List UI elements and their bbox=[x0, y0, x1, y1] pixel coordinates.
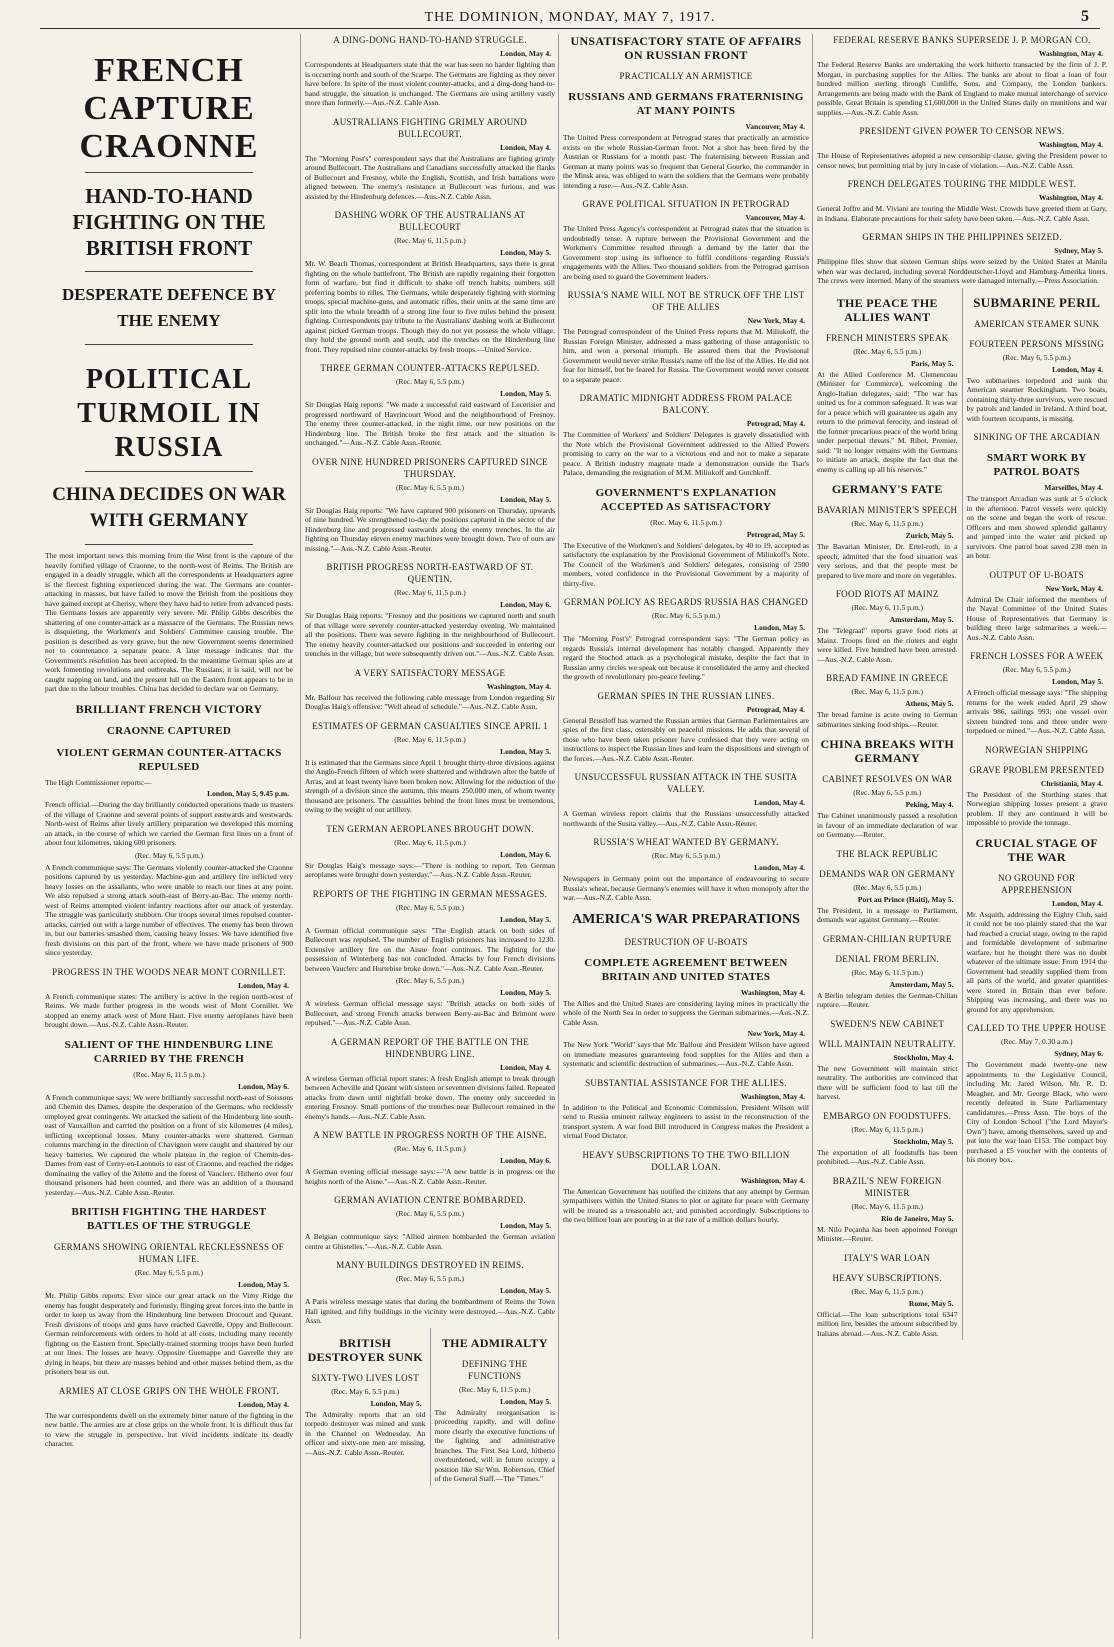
headline-desperate-defence: DESPERATE DEFENCE BY THE ENEMY bbox=[61, 285, 277, 330]
dateline: New York, May 4. bbox=[747, 1029, 805, 1038]
headline-violent-counter-attacks: VIOLENT GERMAN COUNTER-ATTACKS REPULSED bbox=[56, 746, 282, 773]
headline-buildings-reims: MANY BUILDINGS DESTROYED IN REIMS. bbox=[336, 1260, 524, 1270]
dateline: London, May 5. bbox=[754, 623, 805, 632]
received-time: (Rec. May 6, 11.5 p.m.) bbox=[851, 687, 924, 696]
article-text: Correspondents at Headquarters state that the war has seen no harder fighting than is occurring north and south of the Scarpe. The Germans are fighting as they never have before. In spite of the most violent counter-attacks, and a ding-dong hand-to-hand struggle, the situation is unchanged. The Germans are using artillery vastly more than formerly.—Aus.-N.Z. Cable Assn. bbox=[305, 60, 555, 107]
headline-neutrality: WILL MAINTAIN NEUTRALITY. bbox=[818, 1038, 956, 1049]
dateline: New York, May 4. bbox=[747, 316, 805, 325]
headline-berlin-denial: DENIAL FROM BERLIN. bbox=[835, 953, 940, 964]
headline-peace-allies: THE PEACE THE ALLIES WANT bbox=[836, 295, 938, 324]
received-time: (Rec. May 6, 5.5 p.m.) bbox=[853, 346, 922, 356]
headline-german-spies: GERMAN SPIES IN THE RUSSIAN LINES. bbox=[597, 690, 775, 701]
dateline: London, May 5. bbox=[500, 1286, 551, 1295]
divider bbox=[85, 271, 253, 272]
headline-china-breaks: CHINA BREAKS WITH GERMANY bbox=[820, 737, 955, 765]
article-text: A French official message says: "The shipping returns for the week ended April 29 show arrivals 986, sailings 993; one vessel over sixteen hundred tons and three under were torpedoed or mined."—Aus.-N.Z. Cable Assn. bbox=[966, 688, 1107, 735]
received-time: (Rec. May 6, 5.5 p.m.) bbox=[395, 377, 465, 386]
masthead-title: THE DOMINION, MONDAY, MAY 7, 1917. bbox=[424, 10, 716, 25]
article-text: The transport Arcadian was sunk at 5 o'clock in the afternoon. Patrol vessels were quickly on the scene and began the work of rescue. Officers and men showed splendid gallantry and jumped into the water and picked up survivors. One patrol boat saved 238 men in an hour. bbox=[966, 494, 1107, 560]
received-time: (Rec. May 6, 5.5 p.m.) bbox=[134, 1268, 204, 1277]
headline-defining-functions: DEFINING THE FUNCTIONS bbox=[461, 1358, 528, 1381]
dateline: London, May 5. bbox=[500, 389, 551, 398]
dateline: London, May 5. bbox=[500, 494, 551, 504]
received-time: (Rec. May 6, 11.5 p.m.) bbox=[394, 1144, 466, 1153]
article-text: Sir Douglas Haig reports: "Fresnoy and the positions we captured north and south of that village were severely counter-attacked yesterday evening. We maintained all the positions. There was severe fighting in the neighbourhood of Bullecourt. The enemy heavily counter-attacked our positions and succeeded in entering our trenches in the village, but were subsequently driven out."—Aus.-N.Z. Cable Assn. bbox=[305, 611, 555, 658]
column-1 bbox=[45, 34, 293, 1639]
headline-mainz-riots: FOOD RIOTS AT MAINZ bbox=[835, 589, 939, 599]
headline-hand-to-hand: HAND-TO-HAND FIGHTING ON THE BRITISH FRONT bbox=[72, 184, 266, 260]
headline-upper-house: CALLED TO THE UPPER HOUSE bbox=[967, 1023, 1107, 1033]
article-text: The New York "World" says that Mr. Balfour and President Wilson have agreed on immediate measures guaranteeing food supplies for the Allies and then a systematic and scientific destruction of submarines.—Aus.-N.Z. Cable Assn. bbox=[563, 1040, 809, 1068]
column-3 bbox=[558, 34, 809, 1639]
dateline: London, May 5. bbox=[500, 1396, 551, 1406]
article-text: The House of Representatives adopted a new censorship clause, giving the President power to censor news, but permitting trial by jury in case of violation.—Aus.-N.Z. Cable Assn. bbox=[817, 151, 1107, 170]
article-text: Mr. Balfour has received the following cable message from London regarding Sir Douglas Haig's offensive: "Well ahead of schedule."—Aus.-N.Z. Cable Assn. bbox=[305, 692, 555, 711]
article-text: A German evening official message says:—"A new battle is in progress on the heights north of the Aisne."—Aus.-N.Z. Cable Assn.-Reuter. bbox=[305, 1167, 555, 1186]
dateline: London, May 6. bbox=[500, 600, 551, 609]
dateline: Rome, May 5. bbox=[908, 1298, 954, 1308]
headline-censor-news: PRESIDENT GIVEN POWER TO CENSOR NEWS. bbox=[859, 126, 1065, 136]
headline-aviation-centre: GERMAN AVIATION CENTRE BOMBARDED. bbox=[334, 1195, 526, 1205]
headline-arcadian: SINKING OF THE ARCADIAN bbox=[973, 432, 1100, 442]
article-text: The Committee of Workers' and Soldiers' Delegates is gravely dissatisfied with the Note which the Provisional Government addressed to the Allied Powers promising to carry on the war to a victorious end and not to make a separate peace. A British industry magnate made a demonstration outside the Tsar's Palace, demanding the resignation of M.M. Miliukoff and Gutchkoff. bbox=[563, 430, 809, 477]
headline-british-fighting: BRITISH FIGHTING THE HARDEST BATTLES OF THE STRUGGLE bbox=[71, 1206, 267, 1232]
headline-salient: SALIENT OF THE HINDENBURG LINE CARRIED BY THE FRENCH bbox=[64, 1038, 274, 1065]
article-text: The exportation of all foodstuffs has been prohibited.—Aus.-N.Z. Cable Assn. bbox=[817, 1147, 958, 1166]
dateline: Petrograd, May 4. bbox=[746, 419, 805, 428]
received-time: (Rec. May 6, 5.5 p.m.) bbox=[651, 611, 721, 620]
dateline: Marseilles, May 4. bbox=[1044, 483, 1103, 492]
headline-china-war: CHINA DECIDES ON WAR WITH GERMANY bbox=[52, 484, 286, 531]
headline-explanation-accepted: GOVERNMENT'S EXPLANATION ACCEPTED AS SATISFACTORY bbox=[595, 486, 777, 513]
headline-american-steamer: AMERICAN STEAMER SUNK bbox=[974, 318, 1100, 329]
lower-split bbox=[817, 288, 1107, 1341]
headline-close-grips: ARMIES AT CLOSE GRIPS ON THE WHOLE FRONT. bbox=[58, 1385, 280, 1396]
dateline: Washington, May 4. bbox=[486, 681, 551, 691]
headline-ten-aeroplanes: TEN GERMAN AEROPLANES BROUGHT DOWN. bbox=[326, 823, 534, 834]
headline-french-capture: FRENCH CAPTURE CRAONNE bbox=[79, 52, 259, 165]
received-time: (Rec. May 6, 11.5 p.m.) bbox=[394, 588, 466, 597]
received-time: (Rec. May 6, 5.5 p.m.) bbox=[331, 1386, 400, 1396]
dateline: London, May 5. bbox=[500, 988, 551, 997]
article-text: Sir Douglas Haig reports: "We made a successful raid eastward of Lecerisier and progressed northward of Havrincourt Wood and the neighbourhood of Fresnoy. The enemy three counter-attacked, in the night time, our new positions on the Hindenburg line. The British broke the first attack and the situation is unchanged."—Aus.-N.Z. Cable Assn.-Reuter. bbox=[305, 400, 555, 447]
article-text: The Executive of the Workmen's and Soldiers' delegates, by 40 to 19, accepted as satisfactory the explanation by the Provisional Government of Miliukoff's Note. The Council of the Workmen's and Soldiers' delegates, consisting of 2500 members, voted confidence in the Provisional Government by a majority of thirty-five. bbox=[563, 540, 809, 588]
article-text: It is estimated that the Germans since April 1 brought thirty-three divisions against the Anglo-French fifteen of which were shattered and withdrawn after the battle of Arras, and at least twenty have been broken now. Allowing for the reduction of the strength of a division since the autumn, this means 250,000 men, of whom twenty thousand are prisoners. The casualties behind the front lines must be tremendous, owing to the weight of our artillery. bbox=[305, 757, 555, 814]
dateline: Stockholm, May 5. bbox=[893, 1136, 954, 1146]
article-text: In addition to the Political and Economic Commission, President Wilson will send to Russia eminent railway engineers to assist in the reconstruction of the transport system. A war food Bill introduced in Congress makes the President a virtual Food Dictator. bbox=[563, 1102, 809, 1140]
headline-australians-grimly: AUSTRALIANS FIGHTING GRIMLY AROUND BULLECOURT. bbox=[332, 116, 528, 139]
article-text: The United Press correspondent at Petrograd states that practically an armistice exists on the whole Russian-German front. Not a shot has been fired by the Austrian or Russians for a month past. The fraternising between Russian and German at many points was so frequent that General Gourko, the commander in the Minsk area, was obliged to warn the soldiers that the Germans were probably intending a ruse.—Aus.-N.Z. Cable Assn. bbox=[563, 133, 809, 190]
received-time: (Rec. May 6, 11.5 p.m.) bbox=[851, 1201, 924, 1211]
headline-dashing-work: DASHING WORK OF THE AUSTRALIANS AT BULLECOURT bbox=[334, 210, 526, 232]
headline-german-messages: REPORTS OF THE FIGHTING IN GERMAN MESSAGES. bbox=[312, 888, 548, 899]
dateline: Christiania, May 4. bbox=[1040, 778, 1103, 788]
dateline: London, May 6. bbox=[238, 1081, 289, 1091]
article-text: The bread famine is acute owing to German submarines sinking food ships.—Reuter. bbox=[817, 710, 958, 729]
article-text: The "Telegraaf" reports grave food riots at Mainz. Troops fired on the rioters and eight were killed. Five hundred have been arrested.—Aus.-N.Z. Cable Assn. bbox=[817, 626, 958, 664]
dateline: London, May 5. bbox=[500, 1221, 551, 1230]
article-text: A French communique says: The Germans violently counter-attacked the Craonne positions captured by us yesterday. Machine-gun and artillery fire inflicted very heavy losses on the assailants, who were unable to reach our lines at any point. We also repulsed a strong attack south-east of Berry-au-Bac. The enemy north-west of Reims attempted violent infantry reactions after our attack of yesterday. The struggle was particularly stubborn. Our troops several times repulsed counter-attacks, carried out with a large number of effectives. The enemy has been thrown in, but our batteries smashed them, causing heavy losses. We have identified five fresh divisions on this part of the front, where we have made prisoners of 900 since yesterday. bbox=[45, 862, 293, 957]
headline-substantial-assistance: SUBSTANTIAL ASSISTANCE FOR THE ALLIES. bbox=[585, 1077, 787, 1088]
dateline: London, May 4. bbox=[238, 1399, 289, 1409]
dateline: Sydney, May 5. bbox=[1054, 246, 1103, 255]
dateline: London, May 4. bbox=[754, 863, 805, 872]
dateline: London, May 5. bbox=[500, 746, 551, 756]
admiralty-article bbox=[430, 1328, 556, 1486]
article-text: The new Government will maintain strict neutrality. The authorities are convinced that there will be sufficient food to last till the harvest. bbox=[817, 1063, 958, 1101]
dateline: Washington, May 4. bbox=[740, 987, 805, 997]
dateline: London, May 4. bbox=[500, 49, 551, 58]
received-time: (Rec. May 7, 0.30 a.m.) bbox=[1001, 1037, 1073, 1046]
received-time: (Rec. May 6, 11.5 p.m.) bbox=[394, 734, 466, 744]
headline-black-republic: THE BLACK REPUBLIC bbox=[836, 848, 938, 859]
article-text: A Berlin telegram denies the German-Chilian rupture.—Reuter. bbox=[817, 990, 958, 1009]
headline-nine-hundred-prisoners: OVER NINE HUNDRED PRISONERS CAPTURED SINCE THURSDAY. bbox=[312, 456, 548, 479]
headline-casualty-estimates: ESTIMATES OF GERMAN CASUALTIES SINCE APRIL 1 bbox=[312, 720, 548, 731]
article-text: The Allies and the United States are considering laying mines in practically the whole of the North Sea in order to suppress the German submarines.—Aus.-N.Z. Cable Assn. bbox=[563, 998, 809, 1027]
headline-french-losses: FRENCH LOSSES FOR A WEEK bbox=[970, 651, 1104, 661]
article-text: French official.—During the day brilliantly conducted operations made us masters of the village of Craonne and several points of support eastwards and westwards. North-west of Reims after lively artillery preparation we developed this morning an attack, in the course of which we carried the German first lines on a front of about four kilometres, taking 600 prisoners. bbox=[45, 800, 293, 847]
dateline: Vancouver, May 4. bbox=[745, 122, 805, 131]
article-text: Official.—The loan subscriptions total 6347 million lire, besides the amount subscribed by Italians abroad.—Aus.-N.Z. Cable Assn. bbox=[817, 1309, 958, 1338]
headline-new-battle-aisne: A NEW BATTLE IN PROGRESS NORTH OF THE AISNE. bbox=[313, 1130, 547, 1140]
dateline: London, May 4. bbox=[1052, 364, 1103, 374]
headline-billion-loan: HEAVY SUBSCRIPTIONS TO THE TWO BILLION DOLLAR LOAN. bbox=[582, 1149, 790, 1172]
received-time: (Rec. May 6, 5.5 p.m.) bbox=[134, 850, 204, 860]
headline-craonne-captured: CRAONNE CAPTURED bbox=[106, 724, 232, 737]
headline-brilliant-victory: BRILLIANT FRENCH VICTORY bbox=[75, 701, 263, 716]
article-text: Mr. Philip Gibbs reports: Ever since our great attack on the Vimy Ridge the enemy has fought desperately and furiously, flinging great forces into the battle in order to keep us away from the Hindenburg line between Drocourt and Queant. Fresh divisions of troops and guns have reached Gavrelle, Oppy and Bullecourt. German reinforcements with orders to hold at all costs, including many recently fighting on the Eastern front. Specially-trained storming troops have been hurled at our lines. The losses are heavy. Opposite Guemappe and Gavrelle they are dying in heaps, but there are masses behind and other masses behind them, as the prisoners bear us out. bbox=[45, 1291, 293, 1376]
article-text: Sir Douglas Haig reports: "We have captured 900 prisoners on Thursday, upwards of nine hundred. We strengthened to-day the positions captured in the sector of the Hindenburg line and progressed eastwards along the enemy trenches. In the air fighting on Thursday eleven enemy machines were brought down. Two of ours are missing."—Aus.-N.Z. Cable Assn.-Reuter. bbox=[305, 505, 555, 553]
received-time: (Rec. May 6, 5.5 p.m.) bbox=[853, 882, 922, 892]
article-text: The High Commissioner reports:— bbox=[45, 777, 152, 787]
headline-st-quentin: BRITISH PROGRESS NORTH-EASTWARD OF ST. QUENTIN. bbox=[326, 562, 534, 584]
article-text: A wireless German official message says: "British attacks on both sides of Bullecourt, and strong French attacks between Berry-au-Bac and Brimont were repulsed."—Aus.-N.Z. Cable Assn. bbox=[305, 999, 555, 1027]
dateline: Amsterdam, May 5. bbox=[889, 615, 954, 624]
dateline: London, May 4. bbox=[500, 142, 551, 152]
dateline: Athens, May 5. bbox=[905, 699, 954, 708]
received-time: (Rec. May 6, 11.5 p.m.) bbox=[851, 1124, 924, 1134]
dateline: Stockholm, May 4. bbox=[893, 1052, 954, 1062]
dateline: Washington, May 4. bbox=[1038, 49, 1103, 58]
dateline: London, May 4. bbox=[500, 1062, 551, 1072]
received-time: (Rec. May 6, 5.5 p.m.) bbox=[395, 1209, 465, 1218]
article-text: The President of the Storthing states that Norwegian shipping losses present a grave problem. If they are continued it will be impossible to provide the tonnage. bbox=[966, 789, 1107, 827]
headline-grave-problem: GRAVE PROBLEM PRESENTED bbox=[969, 764, 1105, 775]
article-text: General Joffre and M. Viviani are touring the Middle West. Crowds have greeted them at Gary, in Indiana. Elaborate precautions for their safety have been taken.—Aus.-N.Z. Cable Assn. bbox=[817, 204, 1107, 223]
headline-norwegian-shipping: NORWEGIAN SHIPPING bbox=[985, 744, 1089, 755]
received-time: (Rec. May 6, 11.5 p.m.) bbox=[650, 517, 722, 527]
received-time: (Rec. May 6, 5.5 p.m.) bbox=[651, 851, 721, 860]
received-time: (Rec. May 6, 5.5 p.m.) bbox=[1002, 352, 1071, 362]
divider bbox=[85, 172, 253, 173]
received-time: (Rec. May 6, 11.5 p.m.) bbox=[458, 1384, 531, 1394]
headline-germany-fate: GERMANY'S FATE bbox=[831, 482, 943, 496]
received-time: (Rec. May 6, 11.5 p.m.) bbox=[394, 837, 466, 847]
page-number: 5 bbox=[1081, 8, 1090, 25]
article-text: The "Morning Post's" Petrograd correspondent says: "The German policy as regards Russia's internal development has notably changed. Apparently they regard the Stochod attack as a psychological mistake, despite the fact that in Russian army circles we speak out because it consolidated the army and checked the growth of revolutionary pro-peace feeling." bbox=[563, 634, 809, 681]
headline-sweden-cabinet: SWEDEN'S NEW CABINET bbox=[830, 1018, 945, 1029]
article-text: The United Press Agency's correspondent at Petrograd states that the situation is undoubtedly tense. A rupture between the Provisional Government and the Workmen's Committee resulted through a demand by the latter that the Government stop using its influence to fulfil conditions regarding Russia's engagements with the Allies. Two thousand soldiers from the Petrograd garrison are being used to guard the Government leaders. bbox=[563, 224, 809, 281]
headline-grave-situation: GRAVE POLITICAL SITUATION IN PETROGRAD bbox=[582, 199, 790, 209]
headline-oriental-recklessness: GERMANS SHOWING ORIENTAL RECKLESSNESS OF HUMAN LIFE. bbox=[54, 1242, 284, 1264]
right-subcolumn bbox=[962, 288, 1108, 1341]
headline-no-apprehension: NO GROUND FOR APPREHENSION bbox=[998, 872, 1076, 895]
headline-susita-valley: UNSUCCESSFUL RUSSIAN ATTACK IN THE SUSITA VALLEY. bbox=[574, 772, 798, 794]
headline-armistice: PRACTICALLY AN ARMISTICE bbox=[619, 71, 753, 81]
column-2 bbox=[300, 34, 555, 1639]
article-text: A German official communique says: "The English attack on both sides of Bullecourt was repulsed. The number of English prisoners has increased to 1230. Extensive artillery fire on the Aisne front continues. The fighting for the possession of Winterberg has not concluded. Attacks by four French divisions between Vauclerc and Hurtebise broke down."—Aus.-N.Z. Cable Assn.-Reuter. bbox=[305, 925, 555, 973]
headline-bavarian-speech: BAVARIAN MINISTER'S SPEECH bbox=[817, 505, 958, 515]
article-text: Admiral De Chair informed the members of the Naval Committee of the United States House of Representatives that Germany is building three large submarines a week.—Aus.-N.Z. Cable Assn. bbox=[966, 594, 1107, 642]
article-text: The Admiralty reorganisation is proceeding rapidly, and will define more clearly the executive functions of the fighting and administrative branches. The First Sea Lord, hitherto overburdened, will in future occupy a position like Sir Wm. Robertson, Chief of the General Staff.—The "Times." bbox=[434, 1407, 555, 1483]
article-text: General Brusiloff has warned the Russian armies that German Parlementaires are spies of the first class, ostensibly on peaceful missions. He adds that several of those who have been taken prisoner have confessed that they were acting on instructions to inspect the Russian lines and learn the dispositions and strength of the forces.—Aus.-N.Z. Cable Assn.-Reuter. bbox=[563, 715, 809, 763]
article-text: The American Government has notified the citizens that any attempt by German sympathisers within the United States to plot or agitate for peace with Germany will be treated as a treasonable act, and punished accordingly. Subscriptions to the two billion loan are pouring in at the rate of a million dollars hourly. bbox=[563, 1186, 809, 1224]
received-time: (Rec. May 6, 11.5 p.m.) bbox=[851, 1286, 924, 1296]
dateline: London, May 5. bbox=[370, 1398, 422, 1408]
article-text: A wireless German official report states: A fresh English attempt to break through between Acheville and Queant with sixteen or seventeen divisions failed. Repeated attacks from dawn until nightfall broke down. The enemy only succeeded in entering Fresnoy. Small portions of the trenches near Bullecourt remained in the enemy's hands.—Aus.-N.Z. Cable Assn. bbox=[305, 1073, 555, 1121]
dateline: Washington, May 4. bbox=[740, 1091, 805, 1101]
article-text: A French communique says: We were brilliantly successful north-east of Soissons and Chemin des Dames, despite the desperation of the Germans, who recklessly employed great contingents. We attacked the salient of the Hindenburg line south-east of Vauxaillon and carried the position on a front of six kilometres (4 miles), inflicting exceptional losses. Many counter-attacks were shattered. German columns marching in the direction of Chavignon were caught and shattered by our heavy batteries. We captured the whole plateau in the region of Chemin-des-Dames from east of Cerny-en-Laonnois to east of Craonne, and reached the ridges dominating the valley of the Ailette and the forest of Vauclerc. Hitherto over four thousand prisoners had been counted, and there was an addition of a thousand yesterday.—Aus.-N.Z. Cable Assn.-Reuter. bbox=[45, 1092, 293, 1197]
headline-patrol-boats: SMART WORK BY PATROL BOATS bbox=[986, 452, 1087, 478]
article-text: The Petrograd correspondent of the United Press reports that M. Miliukoff, the Russian Foreign Minister, addressed a mass gathering of those antagonistic to him, and won a personal triumph. He assured them that the Provisional Government would never strike Russia's name off the list of the Allies. He did not fear for himself, but he feared for Russia. The Government would never consent to a separate peace. bbox=[563, 327, 809, 384]
headline-embargo: EMBARGO ON FOODSTUFFS. bbox=[823, 1110, 952, 1121]
dateline: London, May 5. bbox=[500, 248, 551, 257]
article-text: The Admiralty reports that an old torpedo destroyer was mined and sunk in the Channel on Wednesday. An officer and sixty-one men are missing.—Aus.-N.Z. Cable Assn.-Reuter. bbox=[305, 1409, 426, 1457]
received-time: (Rec. May 6, 5.5 p.m.) bbox=[395, 976, 465, 985]
article-text: Two submarines torpedoed and sunk the American steamer Rockingham. Two boats, containing thirty-three survivors, were rescued by patrols and landed in Ireland. A third boat, with fourteen occupants, is missing. bbox=[966, 375, 1107, 423]
headline-german-policy: GERMAN POLICY AS REGARDS RUSSIA HAS CHANGED bbox=[563, 597, 809, 607]
dateline: Peking, May 4. bbox=[905, 800, 954, 809]
bottom-split bbox=[305, 1328, 555, 1486]
dateline: London, May 4. bbox=[754, 798, 805, 807]
headline-complete-agreement: COMPLETE AGREEMENT BETWEEN BRITAIN AND UNITED STATES bbox=[584, 956, 788, 983]
headline-italy-loan: ITALY'S WAR LOAN bbox=[844, 1252, 931, 1263]
headline-sixty-two-lives: SIXTY-TWO LIVES LOST bbox=[311, 1372, 419, 1383]
dateline: London, May 5. bbox=[500, 914, 551, 924]
dateline: Washington, May 4. bbox=[740, 1175, 805, 1185]
dateline: London, May 5. bbox=[1052, 677, 1103, 686]
article-text: The Cabinet unanimously passed a resolution in favour of an immediate declaration of war on Germany.—Reuter. bbox=[817, 811, 958, 839]
headline-chilian-rupture: GERMAN-CHILIAN RUPTURE bbox=[822, 933, 952, 944]
divider bbox=[85, 471, 253, 472]
article-text: Mr. Asquith, addressing the Eighty Club, said it could not be too plainly stated that the war had reached a crucial stage, owing to the rapid and formidable development of submarine warfare, but he thought there was no doubt whatever of the ultimate issue. From 1914 the Government had steadily supplied them from all parts of the world, and greater quantities were stored in Britain than ever before. Shipping was increasing, and there was no ground for any apprehension. bbox=[966, 909, 1107, 1014]
received-time: (Rec. May 6, 5.5 p.m.) bbox=[1002, 665, 1071, 674]
left-subcolumn bbox=[817, 288, 958, 1341]
received-time: (Rec. May 6, 5.5 p.m.) bbox=[395, 1274, 465, 1283]
headline-midnight-address: DRAMATIC MIDNIGHT ADDRESS FROM PALACE BALCONY. bbox=[579, 393, 793, 415]
dateline: London, May 6. bbox=[500, 849, 551, 859]
received-time: (Rec. May 6, 5.5 p.m.) bbox=[853, 788, 922, 797]
dateline: New York, May 4. bbox=[1045, 583, 1103, 593]
headline-unsatisfactory-russian: UNSATISFACTORY STATE OF AFFAIRS ON RUSSIAN FRONT bbox=[570, 34, 802, 62]
headline-fourteen-missing: FOURTEEN PERSONS MISSING bbox=[969, 338, 1105, 349]
headline-french-delegates: FRENCH DELEGATES TOURING THE MIDDLE WEST. bbox=[847, 179, 1077, 189]
headline-russia-name: RUSSIA'S NAME WILL NOT BE STRUCK OFF THE LIST OF THE ALLIES bbox=[567, 290, 805, 312]
headline-fraternising: RUSSIANS AND GERMANS FRATERNISING AT MANY POINTS bbox=[568, 91, 804, 117]
headline-submarine-peril: SUBMARINE PERIL bbox=[973, 294, 1101, 310]
headline-russia-wheat: RUSSIA'S WHEAT WANTED BY GERMANY. bbox=[593, 837, 779, 847]
received-time: (Rec. May 6, 5.5 p.m.) bbox=[395, 902, 465, 912]
dateline: London, May 5, 9.45 p.m. bbox=[207, 789, 289, 798]
divider bbox=[85, 544, 253, 545]
dateline: London, May 6. bbox=[500, 1156, 551, 1165]
article-text: A German wireless report claims that the Russians unsuccessfully attacked northwards of the Susita valley.—Aus.-N.Z. Cable Assn.-Reuter. bbox=[563, 809, 809, 828]
dateline: Sydney, May 6. bbox=[1054, 1049, 1103, 1058]
dateline: Washington, May 4. bbox=[1038, 193, 1103, 202]
headline-ding-dong: A DING-DONG HAND-TO-HAND STRUGGLE. bbox=[333, 35, 527, 45]
dateline: Washington, May 4. bbox=[1038, 140, 1103, 149]
headline-federal-reserve: FEDERAL RESERVE BANKS SUPERSEDE J. P. MORGAN CO. bbox=[833, 35, 1091, 45]
article-text: The Government made twenty-one new appointments to the Legislative Council, including Mr. Jared Wilson, Mr. R. D. Meagher, and Mr. George Black, who were recently defeated in State Parliamentary candidatures.—Press Assn. The boys of the City of London School ("the Lord Mayor's Own") have, among themselves, saved up and put into the war loan £153. The compact boy purchased a £5 voucher with the contents of his money box. bbox=[966, 1060, 1107, 1164]
headline-hindenburg-report: A GERMAN REPORT OF THE BATTLE ON THE HINDENBURG LINE. bbox=[330, 1036, 530, 1059]
article-text: A Belgian communique says: "Allied airmen bombarded the German aviation centre at Ghistelles."—Aus.-N.Z. Cable Assn. bbox=[305, 1232, 555, 1251]
headline-political-turmoil: POLITICAL TURMOIL IN RUSSIA bbox=[77, 364, 261, 463]
article-text: Mr. W. Beach Thomas, correspondent at British Headquarters, says there is great fighting on the whole battlefront. The British are rapidly regaining their forgotten form of warfare, but find it difficult to shake off trench habits, numbers still preferring bombs to rifles. The Germans, while desperately fighting with storming troops, special machine-guns, and automatic rifles, their units at the same time are split into the whole breadth of a strong line four to five miles behind the present fighting. Correspondents pay tribute to the Australians' dashing work at Bullecourt against picked German troops. Though they do not yet possess the whole village, they hold the ground north and south, and the trenches on the Hindenburg line front. They repulsed nine counter-attacks by fresh troops.—United Service. bbox=[305, 259, 555, 354]
article-text: Newspapers in Germany point out the importance of endeavouring to secure Russia's wheat, because Germany's enemies will have it when monopoly after the war.—Aus.-N.Z. Cable Assn. bbox=[563, 874, 809, 902]
destroyer-article bbox=[305, 1328, 426, 1486]
article-text: The war correspondents dwell on the extremely bitter nature of the fighting in the new battle. The armies are at close grips on the whole front. It is difficult thus far to view the struggle in perspective, but vivid incidents indicate its deadly character. bbox=[45, 1410, 293, 1448]
article-text: M. Nilo Peçanha has been appointed Foreign Minister.—Reuter. bbox=[817, 1224, 958, 1243]
dateline: London, May 4. bbox=[1052, 898, 1103, 908]
dateline: Paris, May 5. bbox=[911, 358, 954, 368]
dateline: Petrograd, May 4. bbox=[746, 704, 805, 714]
headline-admiralty: THE ADMIRALTY bbox=[441, 1335, 548, 1350]
dateline: London, May 5. bbox=[238, 1280, 289, 1289]
dateline: Vancouver, May 4. bbox=[745, 213, 805, 222]
headline-demands-war: DEMANDS WAR ON GERMANY bbox=[819, 868, 956, 879]
headline-brazil-minister: BRAZIL'S NEW FOREIGN MINISTER bbox=[832, 1175, 942, 1198]
headline-crucial-stage: CRUCIAL STAGE OF THE WAR bbox=[975, 835, 1099, 864]
dateline: Amsterdam, May 5. bbox=[889, 979, 954, 989]
dateline: Rio de Janeiro, May 5. bbox=[881, 1213, 954, 1223]
received-time: (Rec. May 6, 11.5 p.m.) bbox=[851, 967, 924, 977]
lead-paragraph: The most important news this morning from the West front is the capture of the heavily fortified village of Craonne, to the north-west of Reims. The British are engaged in a deadly struggle, which all the correspondents at Headquarters agree is the fiercest fighting experienced during the war. The Germans are counter-attacking in masses, but have failed to move the British from the positions they have gained except at Cherisy, where they have had to retire from advanced posts. The Germans losses are apparently very severe. Mr. Philip Gibbs describes the shattering of one counter-attack as a massacre of the Germans. The Russian news is disquieting, the Workmen's and Soldiers' Committee causing trouble. The position is described as very grave, but the new Government seems determined not to countenance a separate peace. A later message indicates that the Government's resolution has been accepted. In the meantime German spies are at work fomenting revolutions and outbreaks. The Russians, it is said, will not be caught napping on land, and the present lull on the Eastern front appears to be in part due to the labour troubles. China has decided to declare war on Germany. bbox=[45, 551, 293, 693]
received-time: (Rec. May 6, 5.5 p.m.) bbox=[395, 482, 465, 492]
article-text: The "Morning Post's" correspondent says that the Australians are fighting grimly around Bullecourt. The Australians and Canadians successfully attacked the flanks of Bullecourt and Fresnoy, while the English, Scottish, and Irish battalions were aligned between. The enemy's resistance at Bullecourt was furious, and was assisted by the Hindenburg defences.—Aus.-N.Z. Cable Assn. bbox=[305, 153, 555, 201]
article-text: Philippine files show that sixteen German ships were seized by the United States at Manila when war was declared, including several Norddeutscher-Lloyd and Hamburg-Amerika liners. The crews were interned. Many of the steamers were damaged internally.—Press Association. bbox=[817, 257, 1107, 285]
headline-output-uboats: OUTPUT OF U-BOATS bbox=[989, 569, 1084, 580]
article-text: A French communique states: The artillery is active in the region north-west of Reims. We made further progress in the woods west of Mont Cornillet. We stopped an enemy attack west of Mont Haut. Five enemy aeroplanes have been brought down.—Aus.-N.Z. Cable Assn.-Reuter. bbox=[45, 991, 293, 1029]
dateline: Petrograd, May 5. bbox=[746, 529, 805, 539]
headline-destroyer-sunk: BRITISH DESTROYER SUNK bbox=[307, 1335, 423, 1364]
received-time: (Rec. May 6, 11.5 p.m.) bbox=[394, 236, 466, 245]
article-text: A Paris wireless message states that during the bombardment of Reims the Town Hall ignited, and fifty buildings in the vicinity were destroyed.—Aus.-N.Z. Cable Assn. bbox=[305, 1297, 555, 1325]
masthead bbox=[40, 8, 1100, 29]
article-text: At the Allied Conference M. Clemenceau (Minister for Commerce), welcoming the Anglo-Italian delegates, said: "The war has united us for a common safeguard. It was war for a peace which will guarantee us again any return to the primeval ferocity, and instead of the former precarious peace of the world bring under perpetual threats." M. Ribot, Premier, said: "It no longer remains with the Germans to initiate an attack, despite the fact that the enemy is calling up all his reserves." bbox=[817, 369, 958, 474]
article-text: The Federal Reserve Banks are undertaking the work hitherto transacted by the firm of J. P. Morgan, in purchasing supplies for the Allies. The banks are about to float a loan of four hundred million sterling through Cunliffe, Sons, and Company, the London bankers. Arrangements are being made with the Bank of England to make mutual interchange of service possible. Great Britain is spending £1,600,000 in the United States daily on munitions and war supplies.—Aus.-N.Z. Cable Assn. bbox=[817, 60, 1107, 117]
headline-cabinet-war: CABINET RESOLVES ON WAR bbox=[822, 774, 953, 784]
received-time: (Rec. May 6, 11.5 p.m.) bbox=[851, 519, 924, 528]
article-text: Sir Douglas Haig's message says:—"There is nothing to report. Ten German aeroplanes were brought down yesterday."—Aus.-N.Z. Cable Assn.-Reuter. bbox=[305, 860, 555, 879]
article-text: The President, in a message to Parliament, demands war against Germany.—Reuter. bbox=[817, 905, 958, 924]
headline-destruction-uboats: DESTRUCTION OF U-BOATS bbox=[624, 936, 748, 947]
divider bbox=[85, 344, 253, 345]
headline-greece-famine: BREAD FAMINE IN GREECE bbox=[826, 673, 949, 683]
headline-ministers-speak: FRENCH MINISTERS SPEAK bbox=[825, 332, 949, 343]
headline-heavy-subscriptions: HEAVY SUBSCRIPTIONS. bbox=[832, 1272, 943, 1283]
dateline: Port au Prince (Haiti), May 5. bbox=[857, 894, 954, 904]
article-text: The Bavarian Minister, Dr. Ertel-roth, in a speech, admitted that the food situation was very serious, and that the people must be prepared to live more and more on vegetables. bbox=[817, 542, 958, 580]
headline-philippines-ships: GERMAN SHIPS IN THE PHILIPPINES SEIZED. bbox=[862, 232, 1062, 242]
received-time: (Rec. May 6, 11.5 p.m.) bbox=[851, 603, 924, 612]
headline-mont-cornillet: PROGRESS IN THE WOODS NEAR MONT CORNILLET. bbox=[52, 966, 286, 977]
headline-satisfactory-message: A VERY SATISFACTORY MESSAGE bbox=[354, 667, 506, 678]
dateline: Zurich, May 5. bbox=[905, 531, 954, 540]
headline-three-counter-attacks: THREE GERMAN COUNTER-ATTACKS REPULSED. bbox=[320, 363, 540, 373]
received-time: (Rec. May 6, 11.5 p.m.) bbox=[133, 1069, 205, 1079]
dateline: London, May 4. bbox=[238, 980, 289, 990]
headline-america-war: AMERICA'S WAR PREPARATIONS bbox=[572, 911, 800, 927]
column-4 bbox=[812, 34, 1107, 1639]
